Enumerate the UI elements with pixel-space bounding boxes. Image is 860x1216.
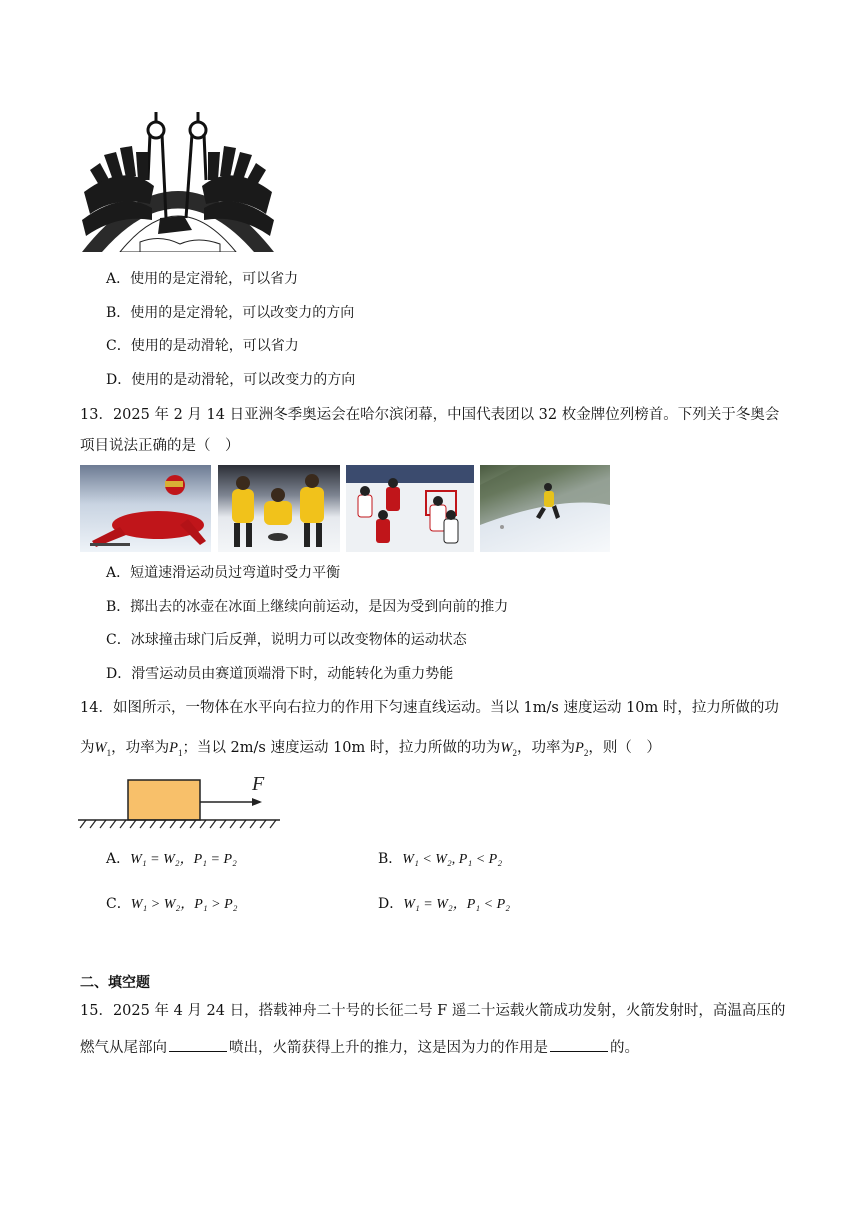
stem-text: 燃气从尾部向 [80, 1040, 167, 1056]
option-label: C． [106, 338, 131, 354]
option-label: D． [378, 896, 404, 912]
q14-option-a[interactable] [106, 849, 237, 870]
w2-symbol: $W_2$ [500, 740, 517, 758]
stem-text: 喷出，火箭获得上升的推力，这是因为力的作用是 [229, 1040, 548, 1056]
stem-text: ，功率为 [111, 740, 170, 756]
option-label: B． [106, 305, 131, 321]
option-label: A． [106, 565, 131, 581]
option-text: 使用的是定滑轮，可以省力 [130, 271, 299, 287]
option-text: 使用的是动滑轮，可以省力 [130, 338, 299, 354]
option-label: C． [106, 896, 131, 912]
q14-option-b[interactable] [378, 849, 502, 870]
q13-option-c[interactable] [106, 630, 467, 650]
option-text: 滑雪运动员由赛道顶端滑下时，动能转化为重力势能 [131, 666, 454, 682]
q13-stem-line1: 13．2025 年 2 月 14 日亚洲冬季奥运会在哈尔滨闭幕，中国代表团以 32 枚金牌位列榜首。下列关于冬奥会 [80, 407, 780, 423]
p1-symbol: $P_1$ [169, 740, 183, 758]
q13-option-d[interactable] [106, 664, 453, 684]
stem-text: 为 [80, 740, 95, 756]
option-label: D． [106, 372, 132, 388]
skiing-photo [480, 465, 610, 552]
stem-text: ；当以 2m/s 速度运动 10m 时，拉力所做的功为 [182, 740, 501, 756]
stem-text: 的。 [610, 1040, 639, 1056]
q13-stem-line2: 项目说法正确的是（ ） [80, 438, 240, 454]
option-text: W₁ = W₂，P₁ = P₂ [130, 852, 237, 867]
force-label: F [252, 773, 265, 795]
answer-blank-2[interactable] [550, 1037, 608, 1052]
q12-option-c[interactable] [106, 336, 299, 356]
curling-photo [218, 465, 340, 552]
speed-skating-photo [80, 465, 211, 552]
q14-option-d[interactable] [378, 894, 510, 915]
option-label: A． [106, 851, 131, 867]
option-label: A． [106, 271, 131, 287]
option-label: C． [106, 632, 131, 648]
q12-option-d[interactable] [106, 370, 355, 390]
q15-stem-line1: 15．2025 年 4 月 24 日，搭载神舟二十号的长征二号 F 遥二十运载火箭成功发射，火箭发射时，高温高压的 [80, 1003, 786, 1019]
option-text: 使用的是动滑轮，可以改变力的方向 [131, 372, 356, 388]
ice-hockey-photo [346, 465, 474, 552]
ground-hatching [80, 820, 276, 828]
option-text: 短道速滑运动员过弯道时受力平衡 [130, 565, 341, 581]
p2-symbol: $P_2$ [574, 740, 589, 758]
q13-option-b[interactable] [106, 597, 508, 617]
block [128, 780, 200, 820]
option-label: B． [378, 851, 403, 867]
section-title: 二、填空题 [80, 975, 150, 991]
q13-option-a[interactable] [106, 563, 340, 583]
q12-option-b[interactable] [106, 303, 354, 323]
option-text: W₁ > W₂，P₁ > P₂ [130, 897, 238, 912]
q14-stem-line1: 14．如图所示，一物体在水平向右拉力的作用下匀速直线运动。当以 1m/s 速度运动 10m 时，拉力所做的功 [80, 700, 779, 716]
q14-option-c[interactable] [106, 894, 238, 915]
stem-text: ，则（ ） [588, 740, 661, 756]
force-arrowhead [252, 798, 262, 806]
pulley-illustration [80, 110, 276, 252]
option-label: D． [106, 666, 132, 682]
w1-symbol: $W_1$ [94, 740, 112, 758]
answer-blank-1[interactable] [169, 1037, 227, 1052]
q12-option-a[interactable] [106, 269, 298, 289]
block-force-diagram [78, 768, 282, 832]
q15-stem-line2 [80, 1037, 639, 1058]
option-label: B． [106, 599, 131, 615]
option-text: 掷出去的冰壶在冰面上继续向前运动，是因为受到向前的推力 [130, 599, 509, 615]
option-text: 冰球撞击球门后反弹，说明力可以改变物体的运动状态 [130, 632, 467, 648]
option-text: W₁ < W₂, P₁ < P₂ [402, 852, 503, 867]
stem-text: ，功率为 [516, 740, 575, 756]
option-text: 使用的是定滑轮，可以改变力的方向 [130, 305, 355, 321]
option-text: W₁ = W₂，P₁ < P₂ [403, 897, 511, 912]
q14-stem-line2 [80, 738, 661, 763]
